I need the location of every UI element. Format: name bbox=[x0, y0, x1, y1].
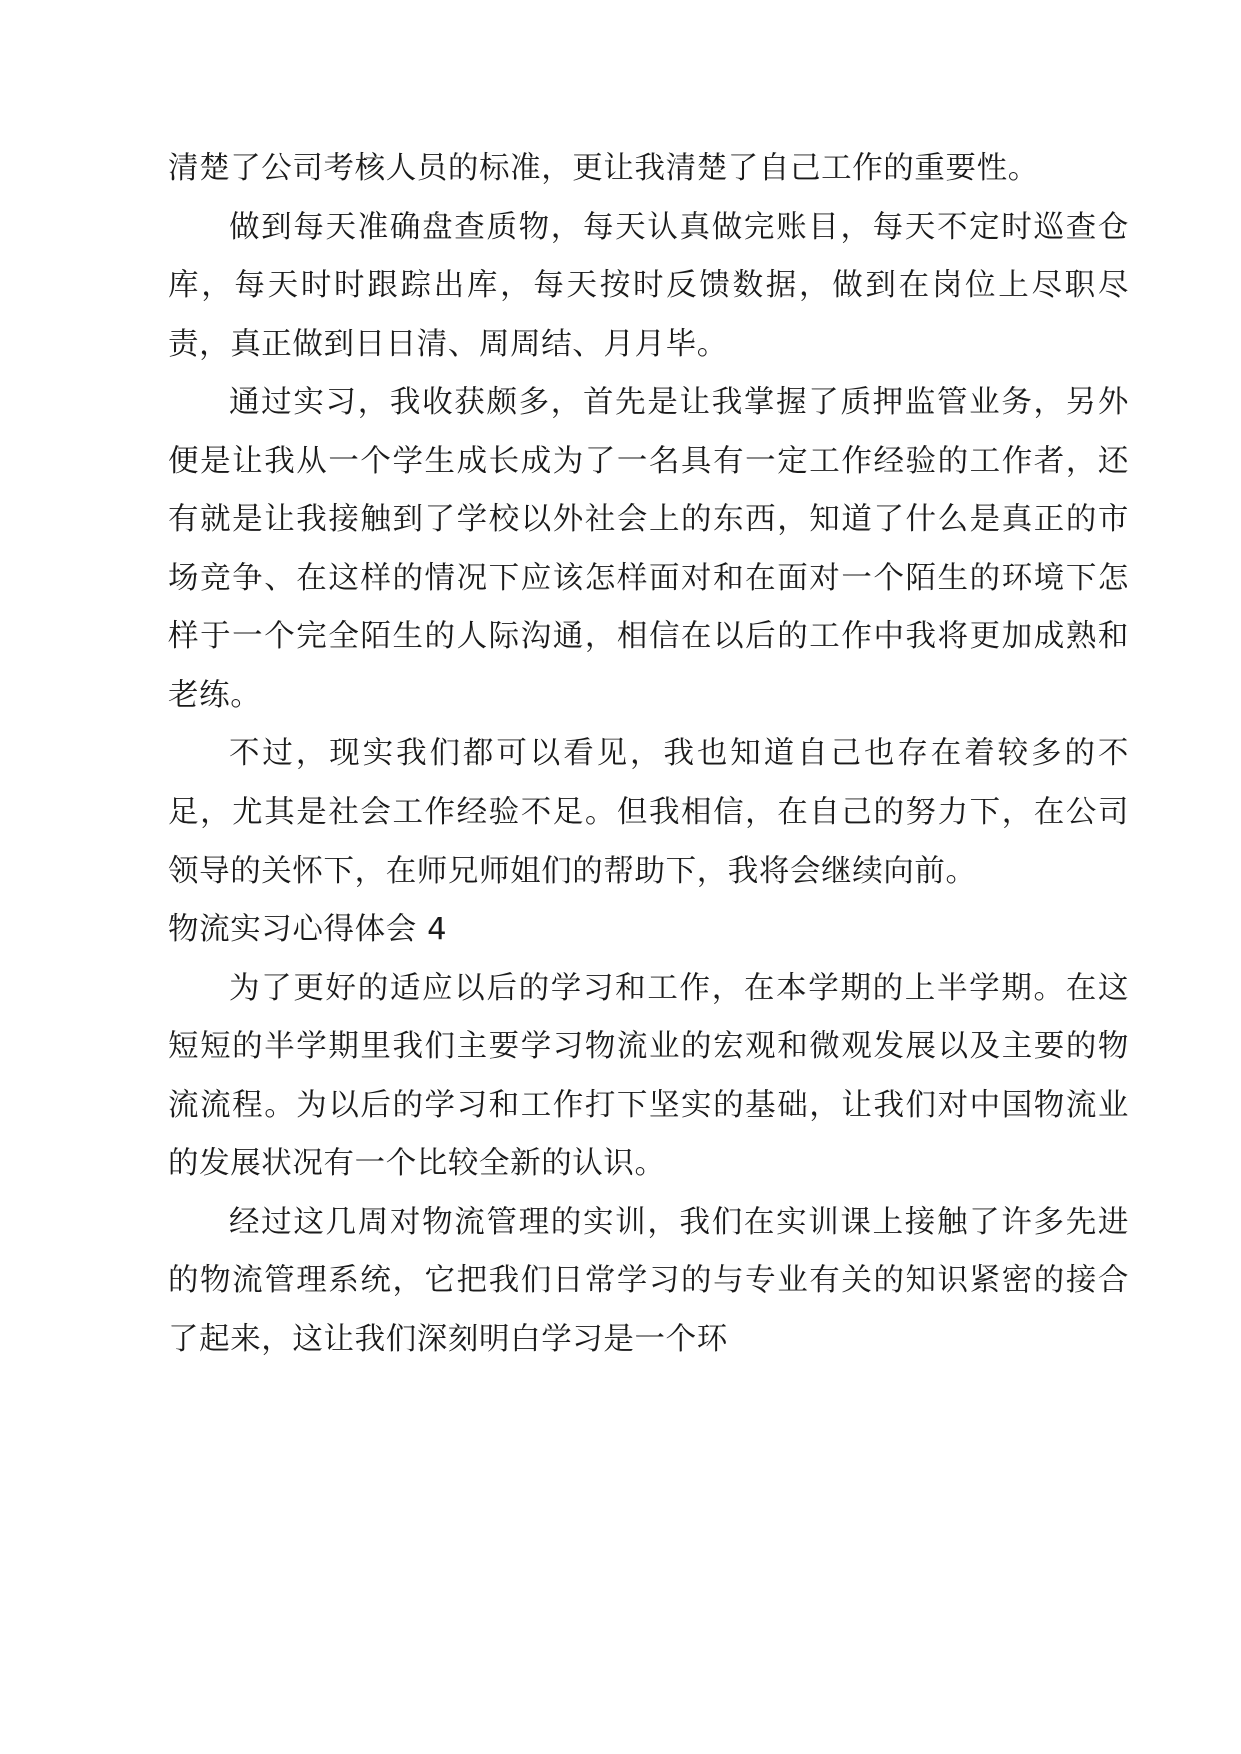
paragraph: 不过，现实我们都可以看见，我也知道自己也存在着较多的不足，尤其是社会工作经验不足。但我相信，在自己的努力下，在公司领导的关怀下，在师兄师姐们的帮助下，我将会继续向前。 bbox=[168, 736, 1129, 889]
paragraph: 做到每天准确盘查质物，每天认真做完账目，每天不定时巡查仓库，每天时时跟踪出库，每天按时反馈数据，做到在岗位上尽职尽责，真正做到日日清、周周结、月月毕。 bbox=[168, 209, 1129, 362]
paragraph: 为了更好的适应以后的学习和工作，在本学期的上半学期。在这短短的半学期里我们主要学习物流业的宏观和微观发展以及主要的物流流程。为以后的学习和工作打下坚实的基础，让我们对中国物流业的发展状况有一个比较全新的认识。 bbox=[168, 970, 1129, 1182]
document-body bbox=[168, 140, 1129, 1369]
paragraph: 清楚了公司考核人员的标准，更让我清楚了自己工作的重要性。 bbox=[168, 151, 1039, 186]
section-heading: 物流实习心得体会 4 bbox=[168, 912, 448, 948]
paragraph: 经过这几周对物流管理的实训，我们在实训课上接触了许多先进的物流管理系统，它把我们日常学习的与专业有关的知识紧密的接合了起来，这让我们深刻明白学习是一个环 bbox=[168, 1204, 1129, 1357]
paragraph: 通过实习，我收获颇多，首先是让我掌握了质押监管业务，另外便是让我从一个学生成长成为了一名具有一定工作经验的工作者，还有就是让我接触到了学校以外社会上的东西，知道了什么是真正的市场竞争、在这样的情况下应该怎样面对和在面对一个陌生的环境下怎样于一个完全陌生的人际沟通，相信在以后的工作中我将更加成熟和老练。 bbox=[168, 385, 1129, 713]
